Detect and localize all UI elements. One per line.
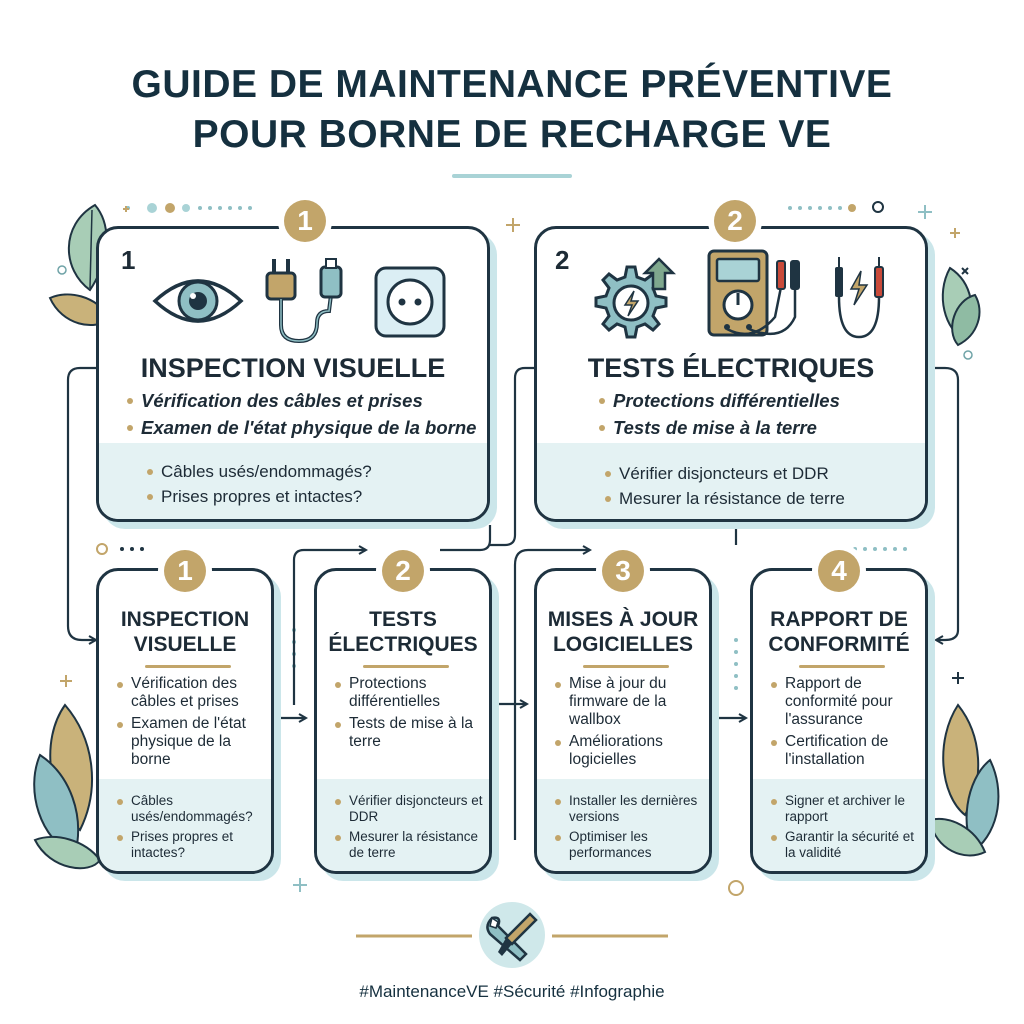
test-probes-icon (827, 253, 893, 343)
check-list (553, 793, 709, 865)
list-item: Prises propres et intactes? (115, 829, 271, 861)
top-card-tests-electriques (534, 226, 928, 522)
leaf-cluster-left-bottom (34, 705, 100, 868)
title-separator (145, 665, 231, 668)
list-item: Vérifier disjoncteurs et DDR (333, 793, 489, 825)
step-badge: 3 (602, 550, 644, 592)
list-item: Signer et archiver le rapport (769, 793, 925, 825)
list-item: Prises propres et intactes? (145, 484, 475, 509)
list-item: Examen de l'état physique de la borne (115, 715, 271, 769)
step-badge: 1 (284, 200, 326, 242)
leaf-cluster-right-bottom (930, 705, 998, 855)
bullet-list (333, 675, 489, 755)
card-title-line-2: ÉLECTRIQUES (328, 633, 478, 656)
card-title-line-2: VISUELLE (133, 633, 237, 656)
card-title-line-2: CONFORMITÉ (768, 633, 910, 656)
check-list (115, 793, 271, 865)
page-title-line-1: GUIDE DE MAINTENANCE PRÉVENTIVE (131, 63, 893, 106)
check-list (145, 459, 475, 509)
top-card-inspection-visuelle (96, 226, 490, 522)
bottom-card-inspection-visuelle (96, 568, 274, 874)
check-list (769, 793, 925, 865)
step-number: 1 (121, 245, 136, 275)
list-item: Optimiser les performances (553, 829, 709, 861)
list-item: Vérifier disjoncteurs et DDR (603, 461, 923, 486)
list-item: Câbles usés/endommagés? (145, 459, 475, 484)
bottom-card-tests-electriques (314, 568, 492, 874)
list-item: Vérification des câbles et prises (125, 387, 485, 414)
list-item: Rapport de conformité pour l'assurance (769, 675, 925, 729)
card-title-line-1: MISES À JOUR (547, 608, 699, 631)
list-item: Mesurer la résistance de terre (603, 486, 923, 511)
list-item: Protections différentielles (333, 675, 489, 711)
list-item: Vérification des câbles et prises (115, 675, 271, 711)
list-item: Certification de l'installation (769, 733, 925, 769)
leaf-cluster-right-top (943, 268, 980, 345)
bottom-card-rapport-conformite (750, 568, 928, 874)
bullet-list (115, 675, 271, 773)
card-title-line-2: LOGICIELLES (552, 633, 693, 656)
list-item: Câbles usés/endommagés? (115, 793, 271, 825)
check-list (333, 793, 489, 865)
title-divider (452, 174, 572, 178)
title-separator (583, 665, 669, 668)
plug-cable-icon (259, 255, 355, 347)
list-item: Mesurer la résistance de terre (333, 829, 489, 861)
gear-lightning-icon (583, 253, 683, 345)
list-item: Installer les dernières versions (553, 793, 709, 825)
list-item: Protections différentielles (597, 387, 917, 414)
card-title-line-1: TESTS (369, 608, 437, 631)
step-number: 2 (555, 245, 570, 275)
list-item: Tests de mise à la terre (333, 715, 489, 751)
list-item: Mise à jour du firmware de la wallbox (553, 675, 709, 729)
bullet-list (597, 387, 917, 441)
title-separator (363, 665, 449, 668)
hashtags: #MaintenanceVE #Sécurité #Infographie (359, 982, 665, 1001)
card-title-line-1: RAPPORT DE (770, 608, 908, 631)
list-item: Tests de mise à la terre (597, 414, 917, 441)
card-title-line-1: INSPECTION (120, 608, 250, 631)
list-item: Améliorations logicielles (553, 733, 709, 769)
list-item: Garantir la sécurité et la validité (769, 829, 925, 861)
card-title: TESTS ÉLECTRIQUES (587, 353, 875, 383)
title-separator (799, 665, 885, 668)
step-badge: 1 (164, 550, 206, 592)
check-list (603, 461, 923, 511)
step-badge: 4 (818, 550, 860, 592)
list-item: Examen de l'état physique de la borne (125, 414, 485, 441)
footer-emblem (352, 900, 672, 970)
step-badge: 2 (714, 200, 756, 242)
multimeter-icon (703, 247, 813, 343)
bullet-list (125, 387, 485, 441)
bullet-list (769, 675, 925, 773)
bottom-card-mises-a-jour (534, 568, 712, 874)
step-badge: 2 (382, 550, 424, 592)
eye-icon (151, 269, 245, 333)
page-title-line-2: POUR BORNE DE RECHARGE VE (192, 113, 832, 156)
power-outlet-icon (373, 265, 447, 339)
card-title: INSPECTION VISUELLE (140, 353, 446, 383)
bullet-list (553, 675, 709, 773)
